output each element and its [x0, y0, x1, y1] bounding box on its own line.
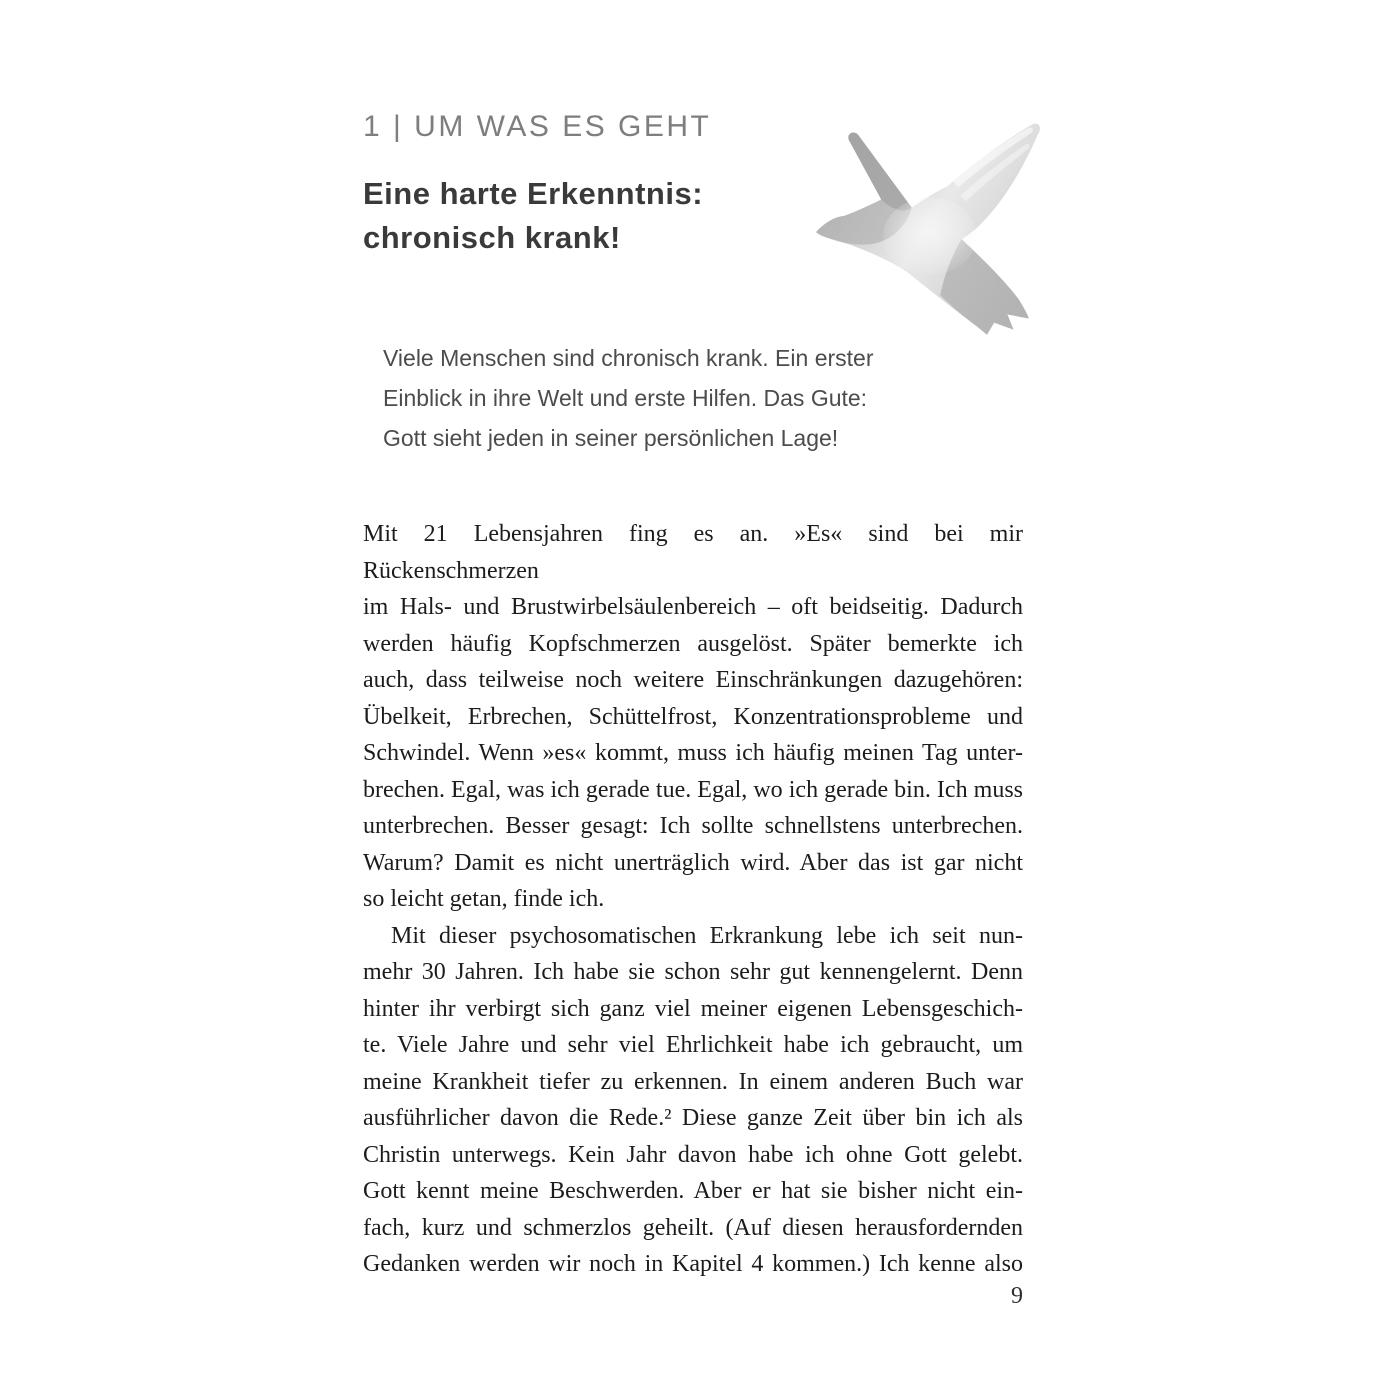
- chapter-intro: [383, 338, 983, 458]
- body-text: [363, 516, 1023, 1283]
- text-line: meine Krankheit tiefer zu erkennen. In einem anderen Buch war: [363, 1068, 1023, 1095]
- page-number: 9: [1011, 1283, 1023, 1309]
- text-line: mehr 30 Jahren. Ich habe sie schon sehr gut kennengelernt. Denn: [363, 959, 1023, 985]
- text-line: Gott sieht jeden in seiner persönlichen Lage!: [383, 425, 839, 451]
- text-line: Übelkeit, Erbrechen, Schüttelfrost, Konzentrationsprobleme und: [363, 703, 1023, 730]
- text-line: Gedanken werden wir noch in Kapitel 4 kommen.) Ich kenne also: [363, 1251, 1023, 1277]
- text-line: Gott kennt meine Beschwerden. Aber er hat sie bisher nicht ein-: [363, 1178, 1023, 1204]
- chapter-title-line1: Eine harte Erkenntnis:: [363, 176, 704, 211]
- text-line: auch, dass teilweise noch weitere Einschränkungen dazugehören:: [363, 667, 1023, 693]
- text-line: brechen. Egal, was ich gerade tue. Egal, wo ich gerade bin. Ich muss: [363, 776, 1023, 803]
- chapter-title-line2: chronisch krank!: [363, 220, 621, 255]
- dove-icon: [810, 114, 1044, 348]
- dove-illustration: [810, 114, 1044, 348]
- text-line: fach, kurz und schmerzlos geheilt. (Auf diesen herausfordernden: [363, 1214, 1023, 1241]
- text-line: te. Viele Jahre und sehr viel Ehrlichkeit habe ich gebraucht, um: [363, 1032, 1023, 1058]
- chapter-kicker: 1 | UM WAS ES GEHT: [363, 110, 712, 143]
- text-line: Einblick in ihre Welt und erste Hilfen. Das Gute:: [383, 385, 868, 411]
- text-line: werden häufig Kopfschmerzen ausgelöst. Später bemerkte ich: [363, 630, 1023, 657]
- text-line: Schwindel. Wenn »es« kommt, muss ich häufig meinen Tag unter-: [363, 740, 1023, 766]
- text-line: Mit dieser psychosomatischen Erkrankung lebe ich seit nun-: [391, 922, 1023, 949]
- text-line: unterbrechen. Besser gesagt: Ich sollte schnellstens unterbrechen.: [363, 813, 1023, 839]
- text-line: Mit 21 Lebensjahren fing es an. »Es« sind bei mir Rückenschmerzen: [363, 521, 1023, 584]
- text-line: ausführlicher davon die Rede.² Diese ganze Zeit über bin ich als: [363, 1105, 1023, 1131]
- chapter-title: [363, 172, 883, 260]
- text-line: Christin unterwegs. Kein Jahr davon habe ich ohne Gott gelebt.: [363, 1141, 1023, 1168]
- text-line: hinter ihr verbirgt sich ganz viel meiner eigenen Lebensgeschich-: [363, 995, 1023, 1022]
- text-line: so leicht getan, finde ich.: [363, 886, 605, 912]
- text-line: im Hals- und Brustwirbelsäulenbereich – oft beidseitig. Dadurch: [363, 594, 1023, 620]
- text-line: Viele Menschen sind chronisch krank. Ein erster: [383, 345, 874, 371]
- text-line: Warum? Damit es nicht unerträglich wird. Aber das ist gar nicht: [363, 849, 1023, 876]
